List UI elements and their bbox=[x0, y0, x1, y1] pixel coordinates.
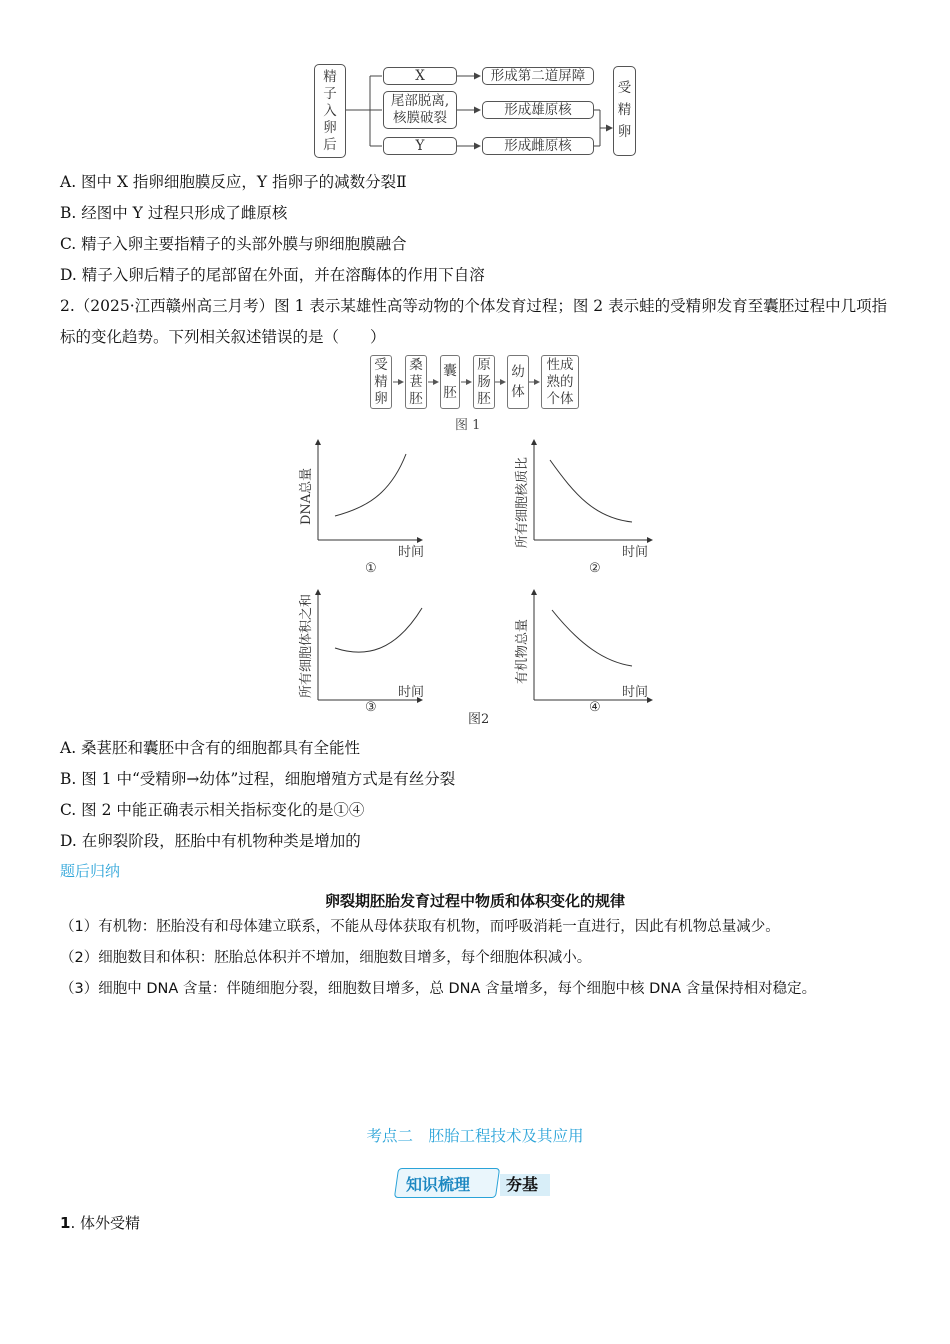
fig2-p3-ylabel: 所有细胞体积之和 bbox=[299, 593, 314, 698]
summary-item-3: （3）细胞中 DNA 含量：伴随细胞分裂，细胞数目增多，总 DNA 含量增多，每个细胞中核 DNA 含量保持相对稳定。 bbox=[60, 981, 817, 997]
q2-option-b: B. 图 1 中“受精卵→幼体”过程，细胞增殖方式是有丝分裂 bbox=[60, 770, 456, 788]
fig2-graphs bbox=[280, 430, 680, 730]
second-barrier-box: 形成第二道屏障 bbox=[482, 67, 594, 85]
fig1-stage-morula: 桑 葚 胚 bbox=[405, 355, 427, 409]
fig2-p4-num: ④ bbox=[589, 700, 601, 715]
fig2-p3-num: ③ bbox=[365, 700, 377, 715]
fig1-stage-larva: 幼 体 bbox=[507, 355, 529, 409]
badge-main-label: 知识梳理 bbox=[406, 1175, 471, 1194]
fig2-p4-curve bbox=[552, 610, 632, 666]
q1-option-c: C. 精子入卵主要指精子的头部外膜与卵细胞膜融合 bbox=[60, 235, 407, 253]
fig2-p1-xlabel: 时间 bbox=[398, 545, 425, 560]
x-box: X bbox=[383, 67, 457, 85]
summary-title: 卵裂期胚胎发育过程中物质和体积变化的规律 bbox=[324, 892, 625, 910]
fig2-p2-ylabel: 所有细胞核质比 bbox=[515, 456, 530, 548]
fig2-p3-curve bbox=[335, 608, 422, 652]
fig2-p3-xlabel: 时间 bbox=[398, 685, 425, 700]
summary-tag: 题后归纳 bbox=[60, 862, 121, 880]
fig2-p2-num: ② bbox=[589, 561, 601, 576]
fig2-p2-xlabel: 时间 bbox=[622, 545, 649, 560]
summary-item-2: （2）细胞数目和体积：胚胎总体积并不增加，细胞数目增多，每个细胞体积减小。 bbox=[60, 950, 592, 966]
y-box: Y bbox=[383, 137, 457, 155]
summary-item-1: （1）有机物：胚胎没有和母体建立联系，不能从母体获取有机物，而呼吸消耗一直进行，因此有机物总量减少。 bbox=[60, 919, 780, 935]
fig2-p2-curve bbox=[550, 460, 632, 522]
fig1-stage-gastrula: 原 肠 胚 bbox=[473, 355, 495, 409]
subsection-number: 1 bbox=[60, 1214, 71, 1232]
female-pronucleus-box: 形成雌原核 bbox=[482, 137, 594, 155]
fig2-p1-ylabel: DNA总量 bbox=[299, 467, 314, 525]
q2-option-d: D. 在卵裂阶段，胚胎中有机物种类是增加的 bbox=[60, 832, 361, 850]
subsection-text: . 体外受精 bbox=[70, 1214, 140, 1232]
q2-stem: 2.（2025·江西赣州高三月考）图 1 表示某雄性高等动物的个体发育过程；图 2 表示蛙的受精卵发育至囊胚过程中几项指标的变化趋势。下列相关叙述错误的是（ ） bbox=[60, 297, 888, 346]
fig2-p4-ylabel: 有机物总量 bbox=[515, 618, 530, 684]
q1-option-a: A. 图中 X 指卵细胞膜反应，Y 指卵子的减数分裂Ⅱ bbox=[60, 173, 407, 191]
male-pronucleus-box: 形成雄原核 bbox=[482, 101, 594, 119]
q1-option-b: B. 经图中 Y 过程只形成了雌原核 bbox=[60, 204, 288, 222]
section-title: 考点二 胚胎工程技术及其应用 bbox=[366, 1127, 584, 1145]
fig1-stage-blastula: 囊 胚 bbox=[440, 355, 460, 409]
fig2-p1-num: ① bbox=[365, 561, 377, 576]
fig2-p1-curve bbox=[335, 454, 406, 516]
fig1-caption: 图 1 bbox=[455, 418, 481, 433]
fig2-caption: 图2 bbox=[468, 712, 490, 727]
fig1-stage-adult: 性成 熟的 个体 bbox=[541, 355, 579, 409]
q2-option-c: C. 图 2 中能正确表示相关指标变化的是①④ bbox=[60, 801, 365, 819]
zygote-box: 受 精 卵 bbox=[613, 66, 636, 156]
q2-option-a: A. 桑葚胚和囊胚中含有的细胞都具有全能性 bbox=[60, 739, 361, 757]
q1-option-d: D. 精子入卵后精子的尾部留在外面，并在溶酶体的作用下自溶 bbox=[60, 266, 485, 284]
fig2-p4-xlabel: 时间 bbox=[622, 685, 649, 700]
subsection-heading bbox=[60, 1212, 140, 1233]
sperm-entry-box: 精 子 入 卵 后 bbox=[314, 64, 346, 158]
tail-detach-box: 尾部脱离, 核膜破裂 bbox=[383, 91, 457, 129]
badge-sub-label: 夯基 bbox=[506, 1175, 539, 1194]
fig1-stage-zygote: 受 精 卵 bbox=[370, 355, 392, 409]
